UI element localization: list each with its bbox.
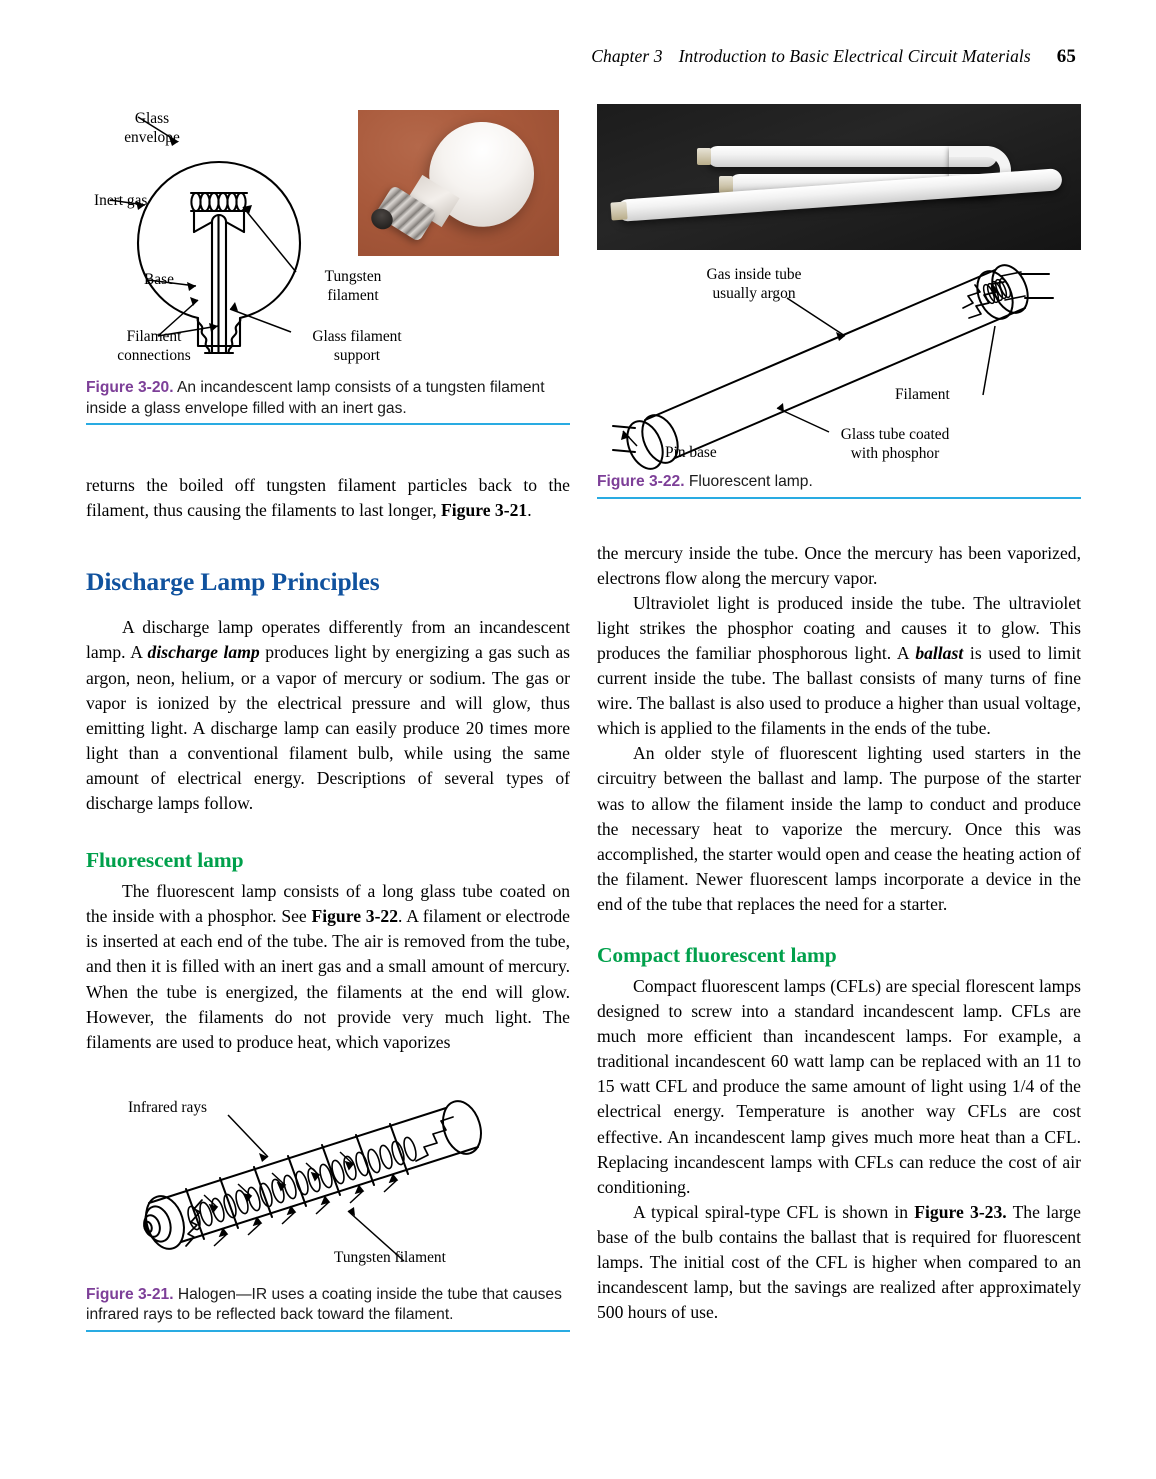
paragraph-fluorescent-lamp — [86, 879, 570, 1055]
figure-3-22-reference: Figure 3-22 — [311, 906, 399, 927]
halogen-tube-linedrawing — [86, 1091, 570, 1281]
cfl-text-pre: A typical spiral-type CFL is shown in — [633, 1201, 915, 1222]
bulb-glass — [410, 110, 553, 246]
running-head-title: Introduction to Basic Electrical Circuit Materials — [678, 46, 1031, 66]
straight-tube-pin-base — [610, 201, 627, 220]
label-glass-envelope: Glass envelope — [124, 110, 180, 146]
heading-fluorescent-lamp: Fluorescent lamp — [86, 848, 244, 873]
u-tube-pin-base-upper — [697, 148, 711, 165]
discharge-text-2: produces light by energizing a gas such as argon, neon, helium, or a vapor of mercury or sodium. The gas or vapor is ionized by the electrical pressure and will glow, thus emitting light. A discharge lamp can easily produce 20 times more light than a conventional filament bulb, while using the same amount of electrical energy. Descriptions of several types of discharge lamps follow. — [86, 642, 570, 814]
incandescent-lamp-diagram — [86, 104, 570, 372]
heading-discharge-lamp-principles: Discharge Lamp Principles — [86, 567, 380, 597]
figure-3-22 — [597, 260, 1081, 499]
figure-3-21 — [86, 1091, 570, 1332]
paragraph-mercury: the mercury inside the tube. Once the mercury has been vaporized, electrons flow along the mercury vapor. — [597, 542, 1081, 588]
label-inert-gas: Inert gas — [94, 192, 148, 209]
fluorescent-text-1: The fluorescent lamp consists of a long glass tube coated on the inside with a phosphor. See — [86, 881, 570, 927]
label-pin-base: Pin base — [665, 444, 717, 461]
label-filament-fluorescent: Filament — [895, 386, 950, 403]
running-head — [86, 46, 1076, 68]
figure-3-21-rule — [86, 1330, 570, 1332]
figure-3-20-caption-text: An incandescent lamp consists of a tungsten filament inside a glass envelope filled with an inert gas. — [86, 379, 545, 417]
right-column — [597, 104, 1081, 1325]
discharge-text-1: A discharge lamp operates differently from an incandescent lamp. A — [86, 617, 570, 663]
fluorescent-lamp-diagram — [597, 260, 1081, 472]
paragraph-cfl-1: Compact fluorescent lamps (CFLs) are special florescent lamps designed to screw into a standard incandescent lamp. CFLs are much more efficient than incandescent lamps. For example, a traditional incandescent 60 watt lamp can be replaced with an 11 to 15 watt CFL and produce the same amount of light using 1/4 of the electrical energy. Temperature is another way CFLs are cost effective. An incandescent lamp gives much more heat than a CFL. Replacing incandescent lamps with CFLs can reduce the cost of air conditioning. — [597, 976, 1081, 1197]
label-tungsten-filament-halogen: Tungsten filament — [334, 1248, 446, 1266]
figure-3-21-caption — [86, 1285, 570, 1326]
fluorescent-tubes-photo — [597, 104, 1081, 250]
figure-3-20-caption — [86, 378, 570, 419]
continuation-text-post: . — [527, 500, 532, 521]
figure-3-20 — [86, 104, 570, 425]
halogen-tube-diagram — [86, 1091, 570, 1281]
cfl-text-post: The large base of the bulb contains the ballast that is required for fluorescent lamps. The initial cost of the CFL is higher when compared to an incandescent lamp, but the savings are realized after approximately 500 hours of use. — [597, 1201, 1081, 1323]
paragraph-ultraviolet — [597, 591, 1081, 742]
figure-3-22-caption — [597, 472, 1081, 493]
paragraph-cfl-2 — [597, 1200, 1081, 1325]
figure-3-22-caption-text: Fluorescent lamp. — [684, 473, 813, 490]
page-number: 65 — [1056, 46, 1076, 67]
uv-text-1: Ultraviolet light is produced inside the tube. The ultraviolet light strikes the phosphor coating and causes it to glow. This produces the familiar phosphorous light. A — [597, 592, 1081, 663]
figure-3-20-rule — [86, 423, 570, 425]
label-filament-connections: Filament connections — [117, 328, 191, 364]
figure-3-23-reference: Figure 3-23. — [914, 1201, 1007, 1222]
term-discharge-lamp: discharge lamp — [147, 642, 260, 663]
figure-3-21-reference: Figure 3-21 — [441, 500, 528, 521]
figure-3-21-caption-text: Halogen—IR uses a coating inside the tube that causes infrared rays to be reflected back toward the filament. — [86, 1285, 562, 1324]
heading-compact-fluorescent-lamp: Compact fluorescent lamp — [597, 943, 837, 967]
paragraph-discharge-lamp — [86, 615, 570, 816]
figure-3-21-label: Figure 3-21. — [86, 1285, 174, 1303]
incandescent-bulb-photo — [358, 110, 559, 256]
fluorescent-text-2: . A filament or electrode is inserted at each end of the tube. The air is removed from the tube, and then it is filled with an inert gas and a small amount of mercury. When the tube is energized, the filaments at the end will glow. However, the filaments do not provide very much light. The filaments are used to produce heat, which vaporizes — [86, 906, 570, 1052]
running-head-chapter: Chapter 3 — [591, 46, 663, 66]
label-tungsten-filament: Tungsten filament — [324, 268, 382, 304]
figure-3-20-label: Figure 3-20. — [86, 379, 174, 396]
figure-3-22-rule — [597, 497, 1081, 499]
u-tube-pin-base-lower — [719, 176, 733, 193]
label-infrared-rays: Infrared rays — [128, 1098, 208, 1116]
figure-3-22-label: Figure 3-22. — [597, 473, 685, 490]
continuation-text-pre: returns the boiled off tungsten filament particles back to the filament, thus causing the filaments to last longer, — [86, 475, 570, 521]
term-ballast: ballast — [915, 642, 964, 663]
label-gas-inside-tube: Gas inside tube usually argon — [706, 266, 802, 302]
paragraph-starter: An older style of fluorescent lighting used starters in the circuitry between the ballast and lamp. The purpose of the starter was to allow the filament inside the lamp to conduct and produce the necessary heat to vaporize the mercury. Once this was accomplished, the starter would open and cease the heating action of the filament. Newer fluorescent lamps incorporate a device in the end of the tube that replaces the need for a starter. — [597, 743, 1081, 914]
uv-text-2: is used to limit current inside the tube. The ballast consists of many turns of fine wire. The ballast is also used to produce a higher than usual voltage, which is applied to the filaments in the ends of the tube. — [597, 642, 1081, 739]
left-column — [86, 104, 570, 1332]
label-glass-filament-support: Glass filament support — [312, 328, 402, 364]
label-base: Base — [144, 271, 174, 288]
paragraph-continuation — [86, 473, 570, 523]
label-glass-tube-coated: Glass tube coated with phosphor — [840, 426, 950, 462]
